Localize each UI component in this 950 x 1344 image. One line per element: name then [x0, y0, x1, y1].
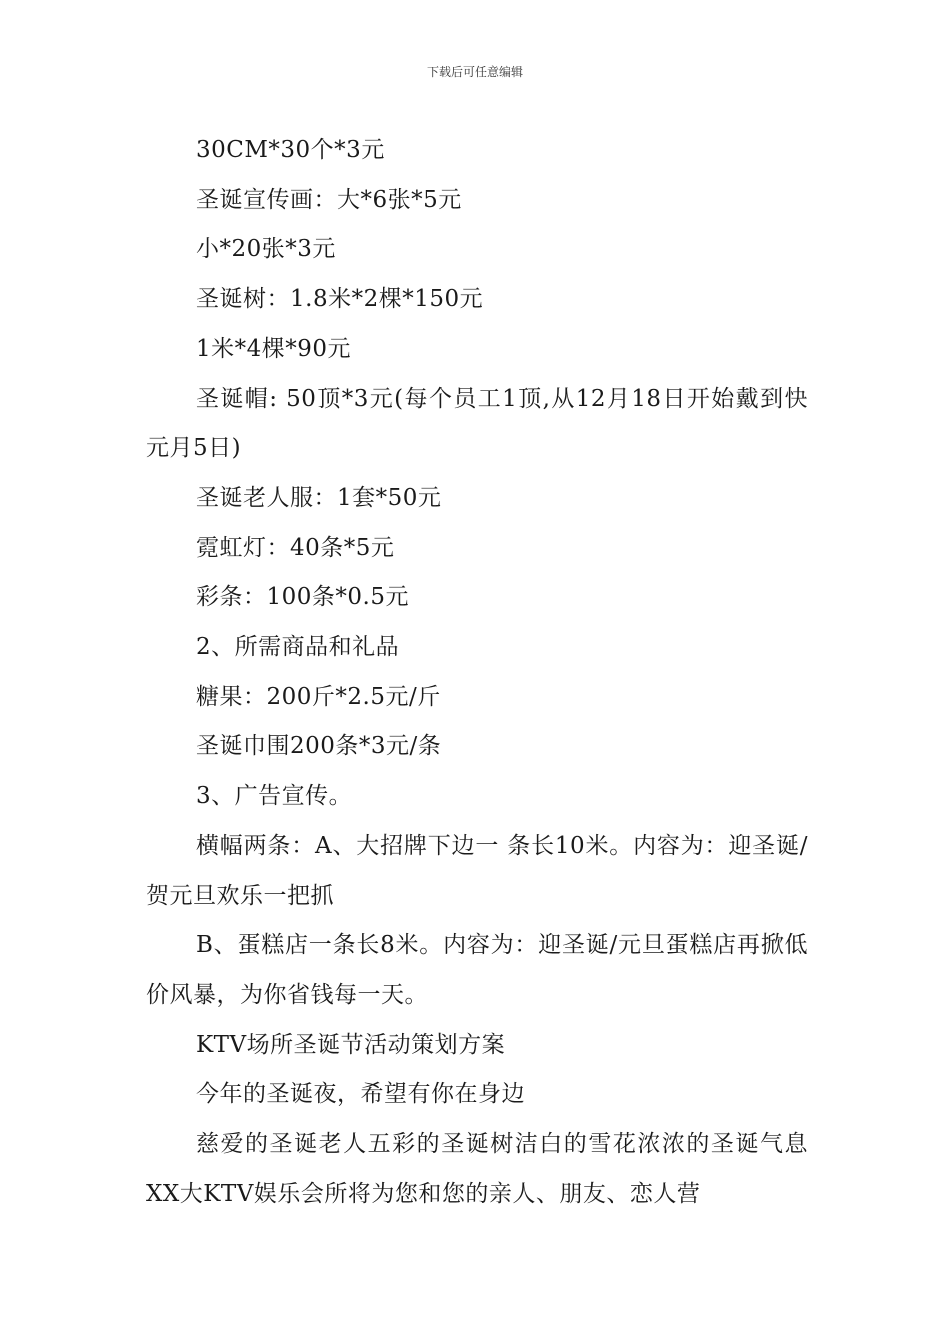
paragraph-slogan: 今年的圣诞夜，希望有你在身边 [196, 1081, 525, 1108]
paragraph-ribbons: 彩条：100条*0.5元 [196, 584, 409, 611]
paragraph-posters-large: 圣诞宣传画：大*6张*5元 [196, 186, 462, 213]
paragraph-candy: 糖果：200斤*2.5元/斤 [196, 683, 441, 710]
paragraph-banner-a: 横幅两条：A、大招牌下边一 条长10米。内容为：迎圣诞/贺元旦欢乐一把抓 [146, 832, 808, 909]
paragraph-banner-b: B、蛋糕店一条长8米。内容为：迎圣诞/元旦蛋糕店再掀低价风暴，为你省钱每一天。 [146, 932, 808, 1008]
paragraph-scarves: 圣诞巾围200条*3元/条 [196, 733, 442, 760]
paragraph-santa-suit: 圣诞老人服：1套*50元 [196, 484, 442, 511]
paragraph-neon-lights: 霓虹灯：40条*5元 [196, 534, 395, 561]
section-heading-goods: 2、所需商品和礼品 [196, 634, 400, 661]
paragraph-cloth-price: 30CM*30个*3元 [196, 137, 385, 163]
paragraph-tree-large: 圣诞树：1.8米*2棵*150元 [196, 286, 484, 313]
document-body [146, 126, 808, 1219]
section-heading-advertising: 3、广告宣传。 [196, 783, 353, 810]
paragraph-tree-small: 1米*4棵*90元 [196, 335, 352, 362]
document-title-ktv: KTV场所圣诞节活动策划方案 [196, 1031, 506, 1058]
page-header-note: 下载后可任意编辑 [426, 65, 523, 79]
paragraph-posters-small: 小*20张*3元 [196, 236, 336, 263]
paragraph-hats: 圣诞帽: 50顶*3元(每个员工1顶,从12月18日开始戴到快元月5日) [146, 385, 808, 462]
paragraph-intro: 慈爱的圣诞老人五彩的圣诞树洁白的雪花浓浓的圣诞气息XX大KTV娱乐会所将为您和您的亲人、朋友、恋人营 [146, 1131, 808, 1207]
